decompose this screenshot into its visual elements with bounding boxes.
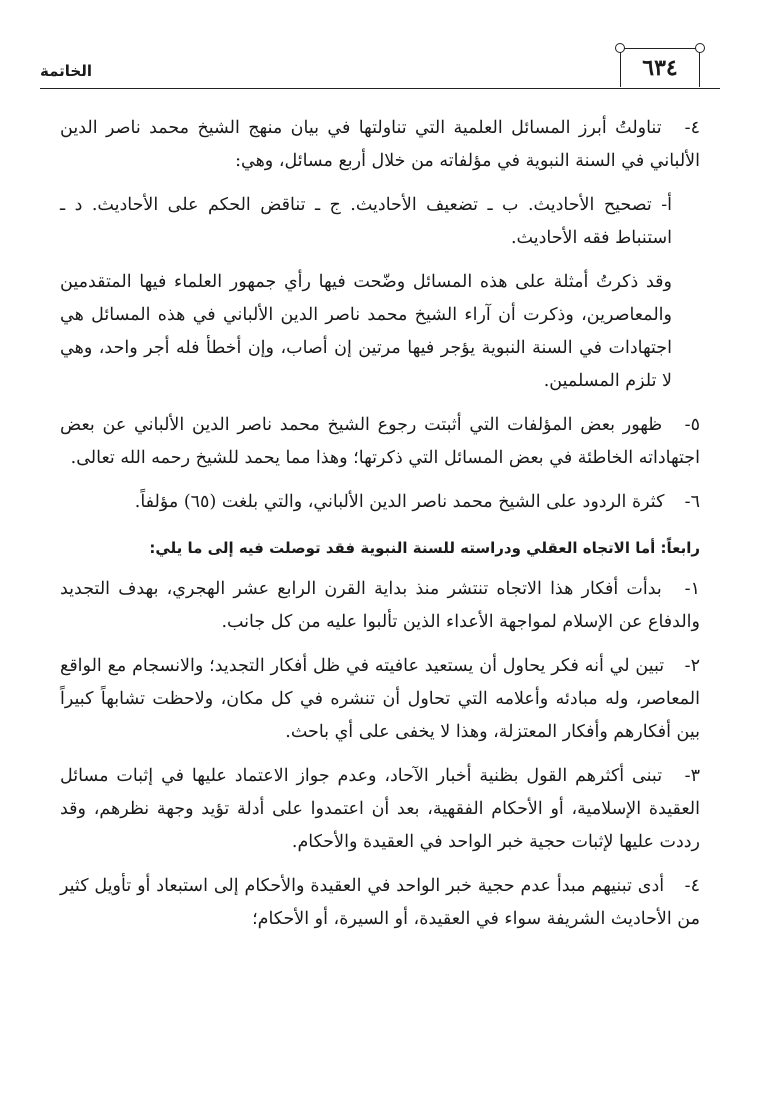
list-item	[60, 870, 700, 936]
page-header	[40, 48, 720, 89]
item-number: ٤-	[684, 876, 700, 896]
item-number: ٥-	[684, 415, 700, 435]
list-item	[60, 650, 700, 749]
list-item	[60, 760, 700, 859]
item-number: ٦-	[684, 492, 700, 512]
item-text: تناولتُ أبرز المسائل العلمية التي تناولتها في بيان منهج الشيخ محمد ناصر الدين الألباني في السنة النبوية في مؤلفاته من خلال أربع مسائل، وهي:	[60, 118, 700, 171]
list-item-4	[60, 112, 700, 178]
sub-list: أ- تصحيح الأحاديث. ب ـ تضعيف الأحاديث. ج ـ تناقض الحكم على الأحاديث. د ـ استنباط فقه الأحاديث.	[60, 195, 672, 248]
page-number-frame	[620, 48, 700, 87]
item-number: ١-	[684, 579, 700, 599]
list-item-6	[60, 486, 700, 519]
item-text: بدأت أفكار هذا الاتجاه تنتشر منذ بداية القرن الرابع عشر الهجري، بهدف التجديد والدفاع عن الإسلام لمواجهة الأعداء الذين تألبوا عليه من كل جانب.	[60, 579, 700, 632]
item-text: تبين لي أنه فكر يحاول أن يستعيد عافيته في ظل أفكار التجديد؛ والانسجام مع الواقع المعاصر، وله مبادئه وأعلامه التي تحاول أن تنشره في كل مكان، ولاحظت تشابهاً كبيراً بين أفكارهم وأفكار المعتزلة، وهذا لا يخفى على أي باحث.	[60, 656, 700, 742]
list-item	[60, 573, 700, 639]
page-number: ٦٣٤	[642, 55, 678, 81]
page-body	[60, 112, 700, 947]
paragraph-note: وقد ذكرتُ أمثلة على هذه المسائل وضّحت فيها رأي جمهور العلماء فيها المتقدمين والمعاصرين، وذكرت أن آراء الشيخ محمد ناصر الدين الألباني في هذه المسائل هي اجتهادات في السنة النبوية يؤجر فيها مرتين إن أصاب، وإن أخطأ فله أجر واحد، وهي لا تلزم المسلمين.	[60, 272, 672, 391]
item-text: تبنى أكثرهم القول بظنية أخبار الآحاد، وعدم جواز الاعتماد عليها في إثبات مسائل العقيدة الإسلامية، أو الأحكام الفقهية، بعد أن اعتمدوا على أدلة تؤيد وجهة نظرهم، وقد رددت عليها لإثبات حجية خبر الواحد في العقيدة والأحكام.	[60, 766, 700, 852]
item-number: ٣-	[684, 766, 700, 786]
item-number: ٢-	[684, 656, 700, 676]
item-text: ظهور بعض المؤلفات التي أثبتت رجوع الشيخ محمد ناصر الدين الألباني عن بعض اجتهاداته الخاطئة في بعض المسائل التي ذكرتها؛ وهذا مما يحمد للشيخ رحمه الله تعالى.	[60, 415, 700, 468]
list-item-5	[60, 409, 700, 475]
item-number: ٤-	[684, 118, 700, 138]
running-title: الخاتمة	[40, 62, 93, 80]
section-heading: رابعاً: أما الاتجاه العقلي ودراسته للسنة النبوية فقد توصلت فيه إلى ما يلي:	[149, 539, 700, 557]
item-text: كثرة الردود على الشيخ محمد ناصر الدين الألباني، والتي بلغت (٦٥) مؤلفاً.	[134, 492, 665, 512]
item-text: أدى تبنيهم مبدأ عدم حجية خبر الواحد في العقيدة والأحكام إلى استبعاد أو تأويل كثير من الأحاديث الشريفة سواء في العقيدة، أو السيرة، أو الأحكام؛	[60, 876, 700, 929]
